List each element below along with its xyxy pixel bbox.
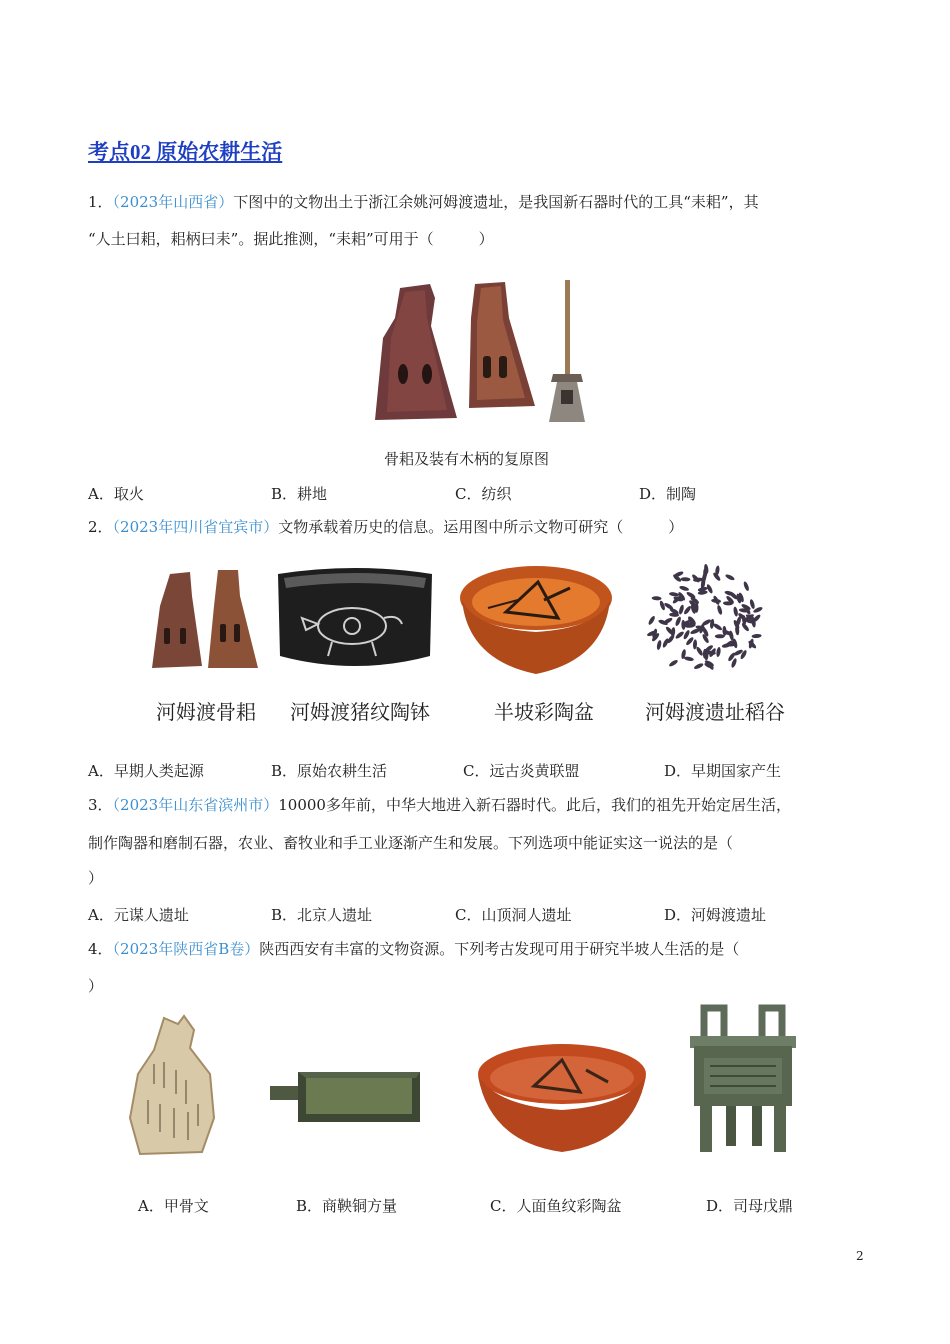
q3-text-line1: 10000多年前，中华大地进入新石器时代。此后，我们的祖先开始定居生活， — [278, 796, 791, 814]
q4-line1 — [88, 939, 739, 959]
q3-source: （2023年山东省滨州市） — [112, 796, 279, 814]
q2-option-b[interactable]: B．原始农耕生活 — [271, 762, 388, 780]
q1-number: 1． — [88, 193, 113, 211]
q1-line1 — [88, 192, 759, 212]
q1-option-d[interactable]: D．制陶 — [639, 485, 697, 503]
q2-option-a[interactable]: A．早期人类起源 — [88, 762, 204, 780]
rice-grain — [716, 605, 723, 616]
q2-banpo-painted-basin-image — [458, 560, 614, 678]
q4-fish-face-basin-image — [476, 1040, 648, 1156]
q2-image-label-2: 河姆渡猪纹陶钵 — [290, 700, 430, 724]
q1-option-c[interactable]: C．纺织 — [455, 485, 512, 503]
q3-line3: ） — [88, 869, 104, 887]
q1-image-caption: 骨耜及装有木柄的复原图 — [384, 450, 550, 468]
rice-grain — [712, 622, 723, 631]
q4-option-d[interactable]: D．司母戊鼎 — [706, 1197, 794, 1215]
q1-option-a[interactable]: A．取火 — [88, 485, 144, 503]
q4-option-a[interactable]: A．甲骨文 — [138, 1197, 209, 1215]
rice-grain — [674, 616, 682, 627]
rice-grain — [716, 647, 722, 658]
q2-image-label-1: 河姆渡骨耜 — [156, 700, 256, 724]
rice-grain — [693, 662, 704, 670]
rice-grain — [751, 634, 761, 639]
q4-option-b[interactable]: B．商鞅铜方量 — [296, 1197, 398, 1215]
q2-option-c[interactable]: C．远古炎黄联盟 — [463, 762, 580, 780]
rice-grain — [678, 604, 685, 615]
q2-source: （2023年四川省宜宾市） — [112, 518, 279, 536]
q2-hemudu-rice-image — [640, 560, 770, 680]
rice-grain — [668, 659, 679, 668]
rice-grain — [684, 656, 695, 662]
rice-grain — [682, 629, 690, 640]
q1-option-b[interactable]: B．耕地 — [271, 485, 328, 503]
q2-bone-spade-image — [150, 566, 260, 672]
q4-option-c[interactable]: C．人面鱼纹彩陶盆 — [490, 1197, 622, 1215]
q2-option-d[interactable]: D．早期国家产生 — [664, 762, 782, 780]
rice-grain — [679, 585, 690, 592]
q2-line1 — [88, 517, 683, 537]
q2-image-label-4: 河姆渡遗址稻谷 — [645, 700, 785, 724]
q4-source: （2023年陕西省B卷） — [112, 940, 260, 958]
q4-text-line1: 陕西西安有丰富的文物资源。下列考古发现可用于研究半坡人生活的是（ — [259, 940, 740, 958]
q2-image-label-3: 半坡彩陶盆 — [494, 700, 594, 724]
q4-bronze-measure-image — [270, 1064, 422, 1130]
rice-grain — [656, 640, 662, 651]
q1-source: （2023年山西省） — [112, 193, 234, 211]
rice-grain — [683, 605, 692, 615]
q2-number: 2． — [88, 518, 113, 536]
rice-grain — [733, 606, 739, 617]
q2-text: 文物承载着历史的信息。运用图中所示文物可研究（ ） — [278, 518, 684, 536]
q3-option-d[interactable]: D．河姆渡遗址 — [664, 906, 767, 924]
rice-grain — [725, 573, 736, 581]
rice-grain — [669, 592, 680, 598]
rice-grain — [680, 577, 690, 581]
q1-text-line1: 下图中的文物出土于浙江余姚河姆渡遗址，是我国新石器时代的工具“耒耜”，其 — [233, 193, 759, 211]
rice-grain — [695, 646, 704, 657]
q3-option-a[interactable]: A．元谋人遗址 — [88, 906, 189, 924]
q3-option-b[interactable]: B．北京人遗址 — [271, 906, 373, 924]
q3-number: 3． — [88, 796, 113, 814]
rice-grain — [743, 581, 750, 592]
q4-oracle-bone-image — [124, 1014, 220, 1156]
q1-bone-spade-image — [365, 278, 595, 426]
q3-line1 — [88, 795, 791, 815]
section-heading: 考点02 原始农耕生活 — [88, 140, 283, 164]
rice-grain — [675, 630, 685, 639]
rice-grain — [652, 596, 662, 601]
q1-line2: “人土曰耜，耜柄曰耒”。据此推测，“耒耜”可用于（ ） — [88, 230, 494, 248]
rice-grain — [647, 615, 656, 626]
rice-grain — [715, 634, 725, 638]
q4-simuwu-ding-image — [684, 1006, 802, 1156]
rice-grain — [681, 620, 686, 630]
q3-line2: 制作陶器和磨制石器，农业、畜牧业和手工业逐渐产生和发展。下列选项中能证实这一说法的是（ — [88, 834, 734, 852]
q2-pig-pattern-pot-image — [272, 564, 438, 676]
q4-line2: ） — [88, 977, 104, 995]
rice-grain — [659, 600, 666, 611]
q4-number: 4． — [88, 940, 113, 958]
q3-option-c[interactable]: C．山顶洞人遗址 — [455, 906, 572, 924]
page-number: 2 — [856, 1249, 864, 1263]
